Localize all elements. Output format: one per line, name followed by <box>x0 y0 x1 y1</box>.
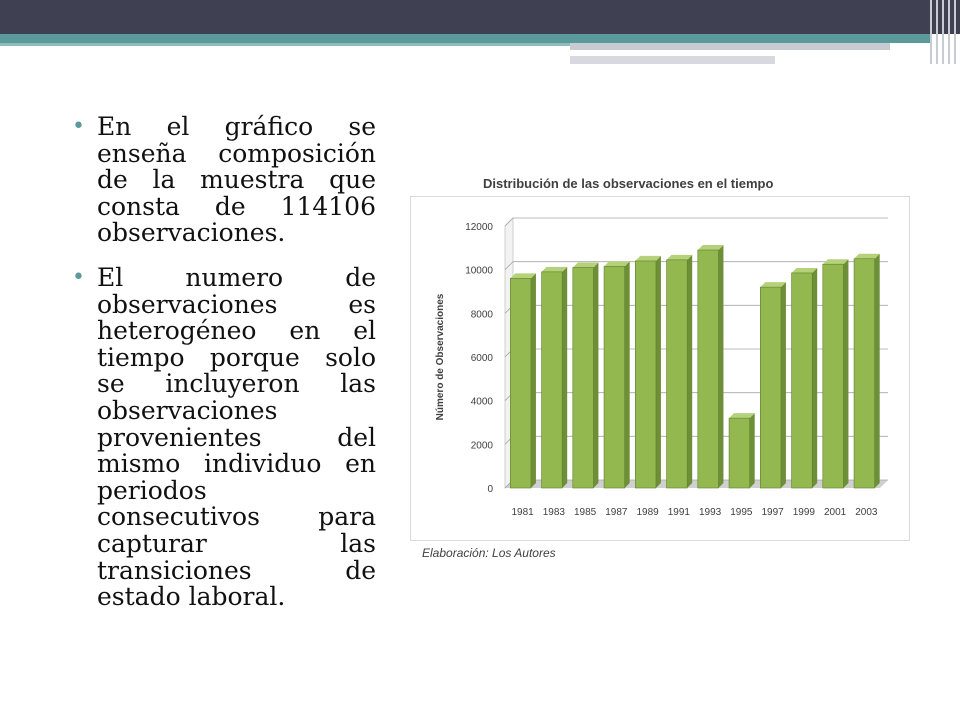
bullet-text: El numero de observaciones es heterogéneo en el tiempo porque solo se incluyeron las observaciones provenientes del mismo individuo en periodos consecutivos para capturar las transiciones de estado laboral. <box>97 262 376 612</box>
bar-side <box>843 259 848 488</box>
y-tick-label: 6000 <box>470 353 493 364</box>
bar-side <box>812 268 817 488</box>
bar-side <box>593 262 598 488</box>
bar <box>510 278 531 488</box>
bar <box>792 273 813 488</box>
bar-chart <box>410 196 910 541</box>
bar <box>854 259 875 488</box>
bar <box>698 250 719 488</box>
decor-band-lower <box>570 56 775 64</box>
y-tick-label: 12000 <box>465 222 493 233</box>
y-tick-label: 2000 <box>470 440 493 452</box>
x-tick-label: 1993 <box>699 507 722 518</box>
y-tick-label: 10000 <box>465 265 493 277</box>
bar <box>823 264 844 488</box>
top-banner <box>0 0 960 34</box>
x-tick-label: 1987 <box>605 507 628 518</box>
chart-caption: Elaboración: Los Autores <box>422 546 556 560</box>
y-axis-label: Número de Observaciones <box>435 293 446 421</box>
y-tick-label: 8000 <box>470 309 493 321</box>
chart-title: Distribución de las observaciones en el tiempo <box>483 176 774 191</box>
bullet-item <box>72 262 376 612</box>
bar-side <box>531 273 536 488</box>
bar-side <box>750 413 755 488</box>
bar <box>604 266 625 488</box>
y-tick-label: 0 <box>487 484 493 495</box>
x-tick-label: 1985 <box>574 507 597 518</box>
bullet-item <box>72 114 376 247</box>
bar-side <box>656 256 661 488</box>
x-tick-label: 1999 <box>792 507 815 518</box>
bar <box>635 261 656 488</box>
x-tick-label: 1997 <box>761 507 784 518</box>
accent-line <box>0 43 570 46</box>
bullet-text: En el gráfico se enseña composición de la muestra que consta de 114106 observaciones. <box>97 112 376 248</box>
x-tick-label: 1983 <box>542 507 565 518</box>
bar-side <box>718 245 723 488</box>
bullet-list <box>72 114 376 629</box>
x-tick-label: 2001 <box>824 507 847 518</box>
bullet-icon: • <box>72 114 85 139</box>
gridline <box>505 218 888 226</box>
bar <box>760 287 781 488</box>
y-tick-label: 4000 <box>470 396 493 408</box>
decor-vertical-lines <box>928 0 960 64</box>
x-tick-label: 1989 <box>636 507 659 518</box>
x-tick-label: 1991 <box>667 507 690 518</box>
bar-side <box>625 261 630 488</box>
x-tick-label: 1995 <box>730 507 753 518</box>
x-tick-label: 1981 <box>511 507 534 518</box>
bullet-icon: • <box>72 264 85 290</box>
accent-band <box>0 34 930 43</box>
bar <box>542 272 563 488</box>
bar <box>667 260 688 488</box>
bar-side <box>781 282 786 488</box>
bar-side <box>687 255 692 488</box>
bar <box>729 418 750 488</box>
bar <box>573 267 594 488</box>
x-tick-label: 2003 <box>855 507 878 518</box>
bar-side <box>562 267 567 488</box>
bar-side <box>875 254 880 488</box>
decor-band <box>570 43 890 50</box>
